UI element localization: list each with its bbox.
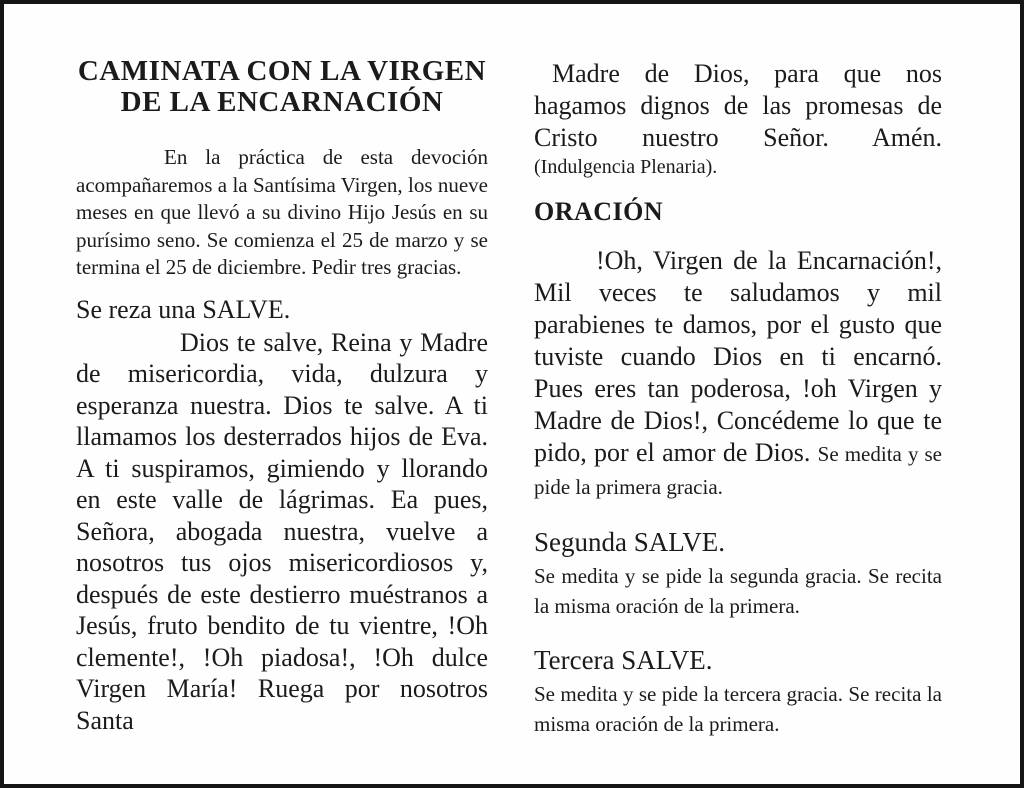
intro-paragraph: En la práctica de esta devoción acompañaremos a la Santísima Virgen, los nueve meses en que llevó a su divino Hijo Jesús en su purísimo seno. Se comienza el 25 de marzo y se termina el 25 de diciembre. Pedir tres gracias. xyxy=(76,145,488,279)
oracion-heading: ORACIÓN xyxy=(534,197,664,226)
segunda-salve-note: Se medita y se pide la segunda gracia. Se recita la misma oración de la primera. xyxy=(534,564,942,618)
oracion-prayer xyxy=(534,245,942,503)
indulgence-note: (Indulgencia Plenaria). xyxy=(534,156,718,178)
segunda-salve-heading: Segunda SALVE. xyxy=(534,527,726,557)
left-column xyxy=(76,54,488,784)
tercera-salve-note: Se medita y se pide la tercera gracia. Se recita la misma oración de la primera. xyxy=(534,682,942,736)
tercera-salve-heading: Tercera SALVE. xyxy=(534,645,713,675)
salve-continuation: Madre de Dios, para que nos hagamos dignos de las promesas de Cristo nuestro Señor. Amén. xyxy=(534,59,942,152)
page-title xyxy=(76,56,488,118)
salve-prayer: Dios te salve, Reina y Madre de misericordia, vida, dulzura y esperanza nuestra. Dios te salve. A ti llamamos los desterrados hijos de Eva. A ti suspiramos, gimiendo y llorando en este valle de lágrimas. Ea pues, Señora, abogada nuestra, vuelve a nosotros tus ojos misericordiosos y, después de este destierro muéstranos a Jesús, fruto bendito de tu vientre, !Oh clemente!, !Oh piadosa!, !Oh dulce Virgen María! Ruega por nosotros Santa xyxy=(76,327,488,735)
oracion-prayer-text: !Oh, Virgen de la Encarnación!, Mil veces te saludamos y mil parabienes te damos, por el gusto que tuviste cuando Dios en ti encarnó. Pues eres tan poderosa, !oh Virgen y Madre de Dios!, Concédeme lo que te pido, por el amor de Dios. xyxy=(534,246,942,467)
title-line-1: CAMINATA CON LA VIRGEN xyxy=(77,55,487,87)
first-grace-note: Se medita y se pide la primera gracia. xyxy=(534,442,943,499)
salve-lead: Se reza una SALVE. xyxy=(76,294,291,324)
right-column xyxy=(534,54,942,784)
title-line-2: DE LA ENCARNACIÓN xyxy=(120,86,444,118)
